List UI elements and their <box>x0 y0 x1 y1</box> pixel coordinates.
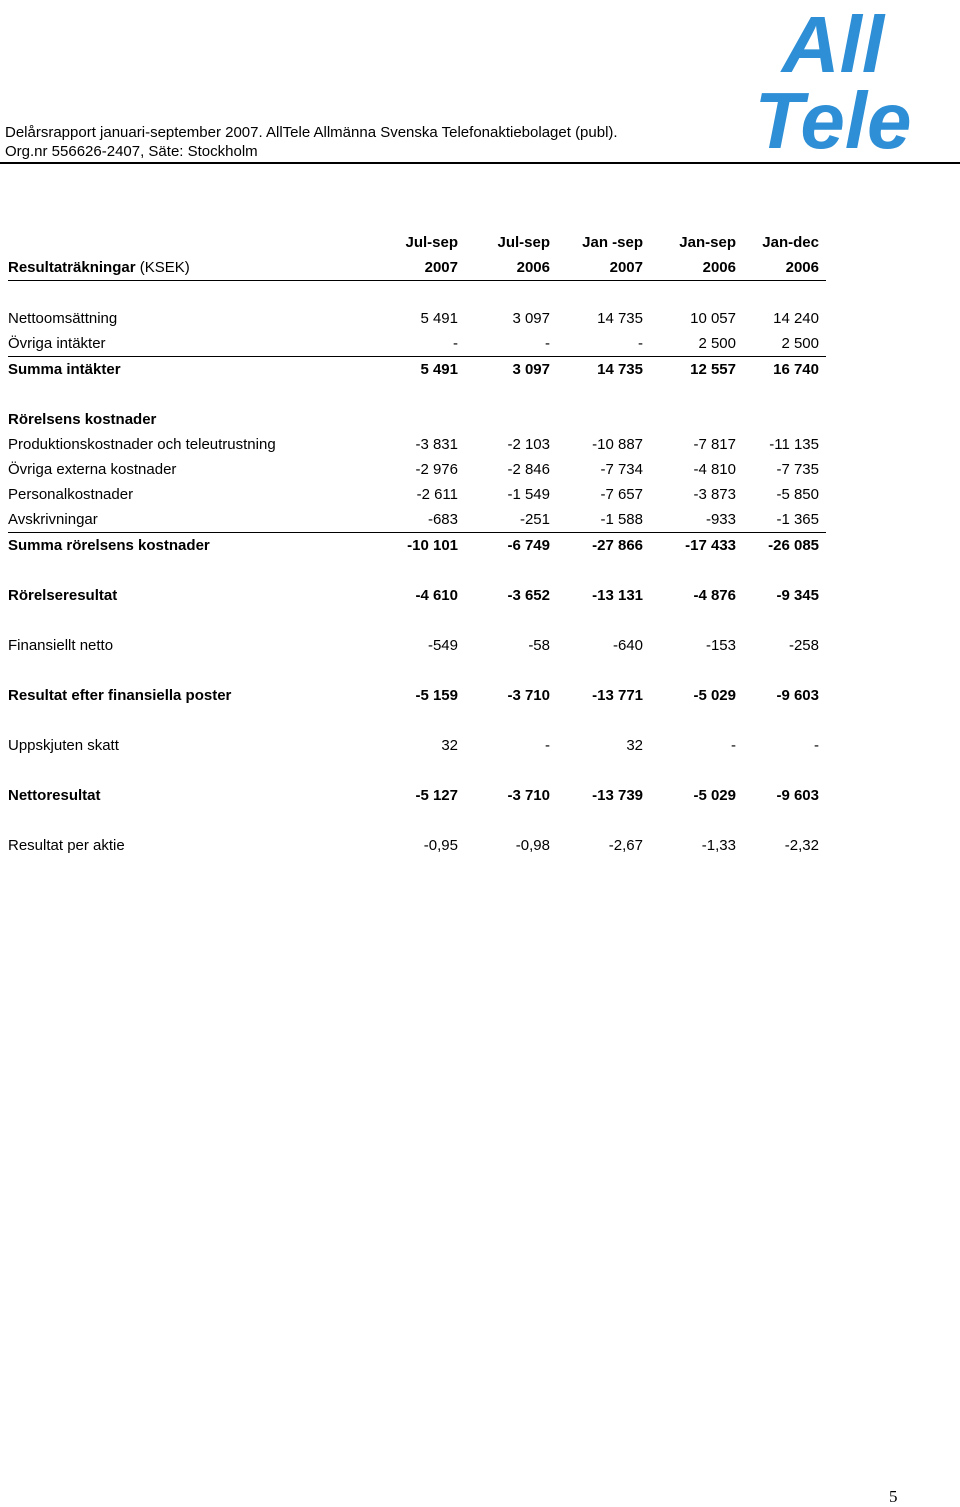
col-head: Jan-sep <box>679 234 736 251</box>
cell: 14 735 <box>597 361 643 378</box>
col-head: Jul-sep <box>405 234 458 251</box>
cell: - <box>638 335 643 352</box>
col-head: Jul-sep <box>497 234 550 251</box>
cell: - <box>731 737 736 754</box>
cell: -0,95 <box>423 837 458 854</box>
table-title: Resultaträkningar (KSEK) <box>8 259 190 276</box>
cell: -258 <box>788 637 819 654</box>
cell: -3 710 <box>507 787 550 804</box>
table-row <box>8 733 826 758</box>
cell: -9 603 <box>776 687 819 704</box>
table-row <box>8 833 826 858</box>
row-label: Resultat per aktie <box>8 837 125 854</box>
col-year: 2006 <box>785 259 819 276</box>
table-row <box>8 482 826 507</box>
report-header <box>5 123 618 161</box>
cell: -13 771 <box>592 687 643 704</box>
table-row <box>8 432 826 457</box>
cell: -549 <box>427 637 458 654</box>
row-label: Personalkostnader <box>8 486 134 503</box>
cell: -683 <box>427 511 458 528</box>
row-label: Rörelseresultat <box>8 587 118 604</box>
cell: - <box>545 335 550 352</box>
spacer <box>8 708 826 733</box>
row-label: Avskrivningar <box>8 511 98 528</box>
row-label: Resultat efter finansiella poster <box>8 687 232 704</box>
cell: -7 817 <box>693 436 736 453</box>
cell: -5 029 <box>693 687 736 704</box>
row-label: Nettoresultat <box>8 787 101 804</box>
section-heading <box>8 407 826 432</box>
cell: 32 <box>441 737 458 754</box>
row-label: Summa rörelsens kostnader <box>8 537 210 554</box>
cell: 16 740 <box>773 361 819 378</box>
table-row <box>8 457 826 482</box>
cell: -4 810 <box>693 461 736 478</box>
cell: -10 101 <box>407 537 458 554</box>
row-label: Nettoomsättning <box>8 310 118 327</box>
cell: -1,33 <box>701 837 736 854</box>
cell: - <box>545 737 550 754</box>
table-row <box>8 331 826 357</box>
table-row <box>8 507 826 533</box>
cell: -26 085 <box>768 537 819 554</box>
cell: -153 <box>705 637 736 654</box>
table-header-periods <box>8 230 826 255</box>
row-label: Övriga intäkter <box>8 335 106 352</box>
cell: 32 <box>626 737 643 754</box>
cell: - <box>814 737 819 754</box>
cell: -7 657 <box>600 486 643 503</box>
spacer <box>8 758 826 783</box>
cell: 3 097 <box>512 361 550 378</box>
cell: -640 <box>612 637 643 654</box>
logo-text-bottom: Tele <box>754 76 912 152</box>
cell: -9 345 <box>776 587 819 604</box>
table-header-years <box>8 255 826 281</box>
cell: -6 749 <box>507 537 550 554</box>
col-year: 2007 <box>424 259 458 276</box>
table-row <box>8 783 826 808</box>
table-row <box>8 583 826 608</box>
cell: 2 500 <box>781 335 819 352</box>
cell: -3 831 <box>415 436 458 453</box>
cell: 2 500 <box>698 335 736 352</box>
report-title: Delårsrapport januari-september 2007. AllTele Allmänna Svenska Telefonaktiebolaget (publ). <box>5 124 618 141</box>
cell: -1 365 <box>776 511 819 528</box>
cell: -13 739 <box>592 787 643 804</box>
cell: -2 103 <box>507 436 550 453</box>
org-number: Org.nr 556626-2407, Säte: Stockholm <box>5 143 258 160</box>
col-year: 2006 <box>702 259 736 276</box>
cell: -933 <box>705 511 736 528</box>
row-label: Övriga externa kostnader <box>8 461 177 478</box>
cell: -58 <box>528 637 550 654</box>
table-row <box>8 357 826 382</box>
col-head: Jan-dec <box>762 234 819 251</box>
col-year: 2007 <box>609 259 643 276</box>
logo-text-top: All <box>781 0 885 89</box>
table-row <box>8 306 826 331</box>
spacer <box>8 808 826 833</box>
cell: -2 976 <box>415 461 458 478</box>
cell: -0,98 <box>515 837 550 854</box>
row-label: Summa intäkter <box>8 361 121 378</box>
cell: 12 557 <box>690 361 736 378</box>
cell: -3 873 <box>693 486 736 503</box>
cell: 10 057 <box>690 310 736 327</box>
cell: 14 240 <box>773 310 819 327</box>
spacer <box>8 558 826 583</box>
cell: -3 652 <box>507 587 550 604</box>
cell: -2,67 <box>608 837 643 854</box>
alltele-logo <box>738 0 928 152</box>
row-label: Uppskjuten skatt <box>8 737 119 754</box>
cell: 3 097 <box>512 310 550 327</box>
cell: -2 611 <box>416 486 458 503</box>
table-row <box>8 633 826 658</box>
spacer <box>8 608 826 633</box>
cell: - <box>453 335 458 352</box>
cell: -5 127 <box>415 787 458 804</box>
cell: -7 734 <box>600 461 643 478</box>
row-label: Finansiellt netto <box>8 637 114 654</box>
header-divider <box>0 162 960 164</box>
cell: -3 710 <box>507 687 550 704</box>
row-label: Rörelsens kostnader <box>8 411 157 428</box>
col-head: Jan -sep <box>582 234 643 251</box>
cell: -5 029 <box>693 787 736 804</box>
row-label: Produktionskostnader och teleutrustning <box>8 436 276 453</box>
cell: -1 588 <box>600 511 643 528</box>
cell: -17 433 <box>685 537 736 554</box>
cell: -27 866 <box>592 537 643 554</box>
spacer <box>8 281 826 306</box>
cell: -5 850 <box>776 486 819 503</box>
table-row <box>8 533 826 558</box>
income-statement-table <box>8 230 826 858</box>
cell: -10 887 <box>592 436 643 453</box>
cell: -2 846 <box>507 461 550 478</box>
cell: -5 159 <box>415 687 458 704</box>
cell: -13 131 <box>592 587 643 604</box>
cell: -7 735 <box>776 461 819 478</box>
col-year: 2006 <box>516 259 550 276</box>
cell: -9 603 <box>776 787 819 804</box>
cell: -2,32 <box>784 837 819 854</box>
cell: -4 610 <box>415 587 458 604</box>
page-number: 5 <box>889 1487 898 1506</box>
cell: -11 135 <box>769 436 819 453</box>
cell: -4 876 <box>693 587 736 604</box>
cell: -1 549 <box>507 486 550 503</box>
cell: 5 491 <box>420 310 458 327</box>
cell: -251 <box>519 511 550 528</box>
spacer <box>8 658 826 683</box>
table-row <box>8 683 826 708</box>
spacer <box>8 382 826 407</box>
cell: 5 491 <box>420 361 458 378</box>
cell: 14 735 <box>597 310 643 327</box>
